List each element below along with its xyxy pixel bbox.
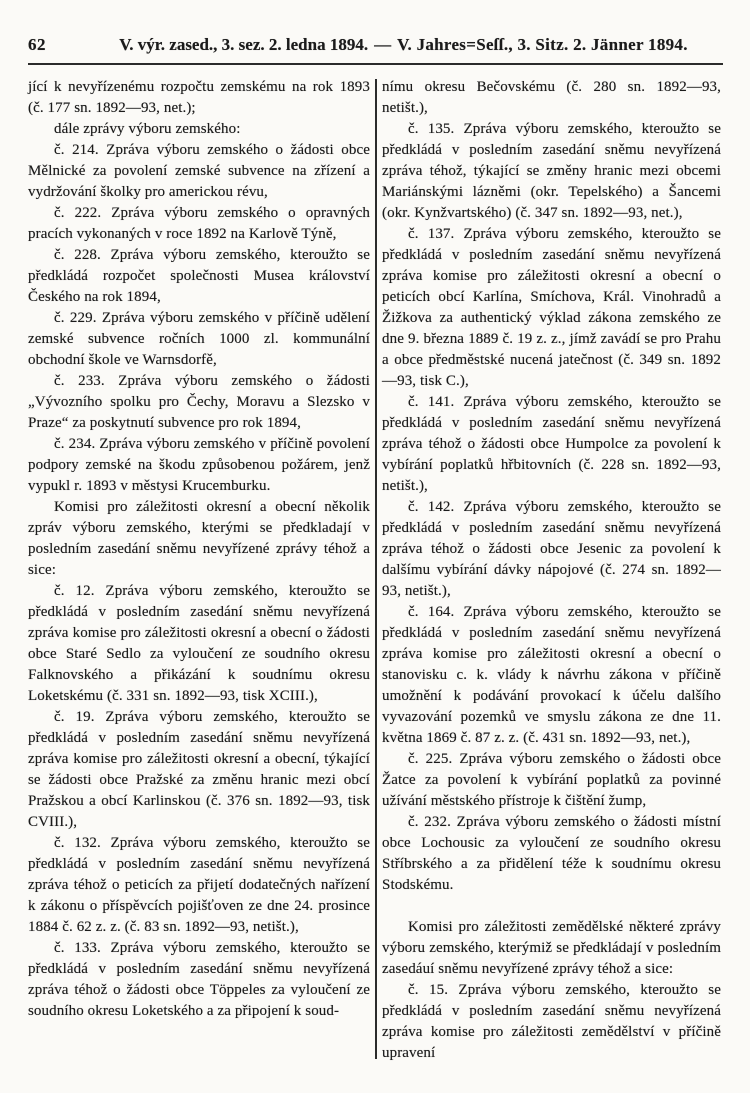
paragraph: č. 135. Zpráva výboru zemského, kteroužto se předkládá v posledním zasedání sněmu nevyřízená zpráva téhož, týkající se změny hranic mezi obcemi Mariánskými lázněmi (okr. Tepelského) a Šancemi (okr. Kynžvartského) (č. 347 sn. 1892—93, net.), <box>382 121 721 221</box>
paragraph: č. 229. Zpráva výboru zemského v příčině udělení zemské subvence ročních 1000 zl. kommunální obchodní škole ve Warnsdorfě, <box>28 310 370 368</box>
paragraph: č. 225. Zpráva výboru zemského o žádosti obce Žatce za povolení k vybírání poplatků za povinné užívání městského přístroje k čištění žump, <box>382 751 721 809</box>
paragraph: č. 228. Zpráva výboru zemského, kteroužto se předkládá rozpočet společnosti Musea království Českého na rok 1894, <box>28 247 370 305</box>
paragraph: č. 15. Zpráva výboru zemského, kteroužto se předkládá v posledním zasedání sněmu nevyřízená zpráva komise pro záležitosti zemědělství v příčině upravení <box>382 982 721 1061</box>
paragraph: č. 164. Zpráva výboru zemského, kteroužto se předkládá v posledním zasedání sněmu nevyřízená zpráva komise pro záležitosti okresní a obecní o stanovisku c. k. vlády k návrhu zákona v příčině umožnění k podávání provokací k účelu dalšího vyvazování pozemků ve smyslu zákona ze dne 11. května 1869 č. 87 z. z. (č. 431 sn. 1892—93, net.), <box>382 604 721 746</box>
paragraph: č. 214. Zpráva výboru zemského o žádosti obce Mělnické za povolení zemské subvence na zřízení a vydržování školky pro americkou révu, <box>28 142 370 200</box>
paragraph: č. 137. Zpráva výboru zemského, kteroužto se předkládá v posledním zasedání sněmu nevyřízená zpráva komise pro záležitosti okresní a obecní o peticích obcí Karlína, Smíchova, Král. Vinohradů a Žižkova za authentický výklad zákona zemského ze dne 9. března 1889 č. 19 z. z., jímž zavádí se pro Prahu a obce předměstské nucená jatečnost (č. 349 sn. 1892—93, tisk C.), <box>382 226 721 389</box>
column-divider <box>375 79 377 1059</box>
paragraph: č. 12. Zpráva výboru zemského, kteroužto se předkládá v posledním zasedání sněmu nevyřízená zpráva komise pro záležitosti okresní a obecní o žádosti obce Staré Sedlo za vyloučení ze soudního okresu Falknovského a přikázání k soudnímu okresu Loketskému (č. 331 sn. 1892—93, tisk XCIII.), <box>28 583 370 704</box>
paragraph: č. 133. Zpráva výboru zemského, kteroužto se předkládá v posledním zasedání sněmu nevyřízená zpráva téhož o žádosti obce Töppeles za vyloučení ze soudního okresu Loketského a za připojení k soud- <box>28 940 370 1019</box>
running-title <box>84 34 723 56</box>
column-right <box>382 77 721 1067</box>
page-header <box>28 34 723 56</box>
running-title-separator: — <box>374 35 392 54</box>
paragraph: dále zprávy výboru zemského: <box>54 121 241 137</box>
paragraph: č. 132. Zpráva výboru zemského, kteroužto se předkládá v posledním zasedání sněmu nevyřízená zpráva téhož o peticích za přijetí dodatečných nařízení k zákonu o příspěvcích pojišťoven ze dne 24. prosince 1884 č. 62 z. z. (č. 83 sn. 1892—93, netišt.), <box>28 835 370 935</box>
paragraph: č. 19. Zpráva výboru zemského, kteroužto se předkládá v posledním zasedání sněmu nevyřízená zpráva komise pro záležitosti okresní a obecní, týkající se žádosti obce Pražské za změnu hranic mezi obcí Pražskou a obcí Karlinskou (č. 376 sn. 1892—93, tisk CVIII.), <box>28 709 370 830</box>
paragraph: č. 222. Zpráva výboru zemského o opravných pracích vykonaných v roce 1892 na Karlově Týně, <box>28 205 370 242</box>
paragraph: Komisi pro záležitosti zemědělské některé zprávy výboru zemského, kterýmiž se předkládají v posledním zasedáuí sněmu nevyřízené zprávy téhož a sice: <box>382 919 721 977</box>
running-title-german: V. Jahres=Seſſ., 3. Sitz. 2. Jänner 1894. <box>397 35 688 54</box>
paragraph: nímu okresu Bečovskému (č. 280 sn. 1892—93, netišt.), <box>382 79 721 116</box>
page-number: 62 <box>28 35 46 54</box>
paragraph: č. 234. Zpráva výboru zemského v příčině povolení podpory zemské na škodu způsobenou požárem, jenž vypukl r. 1893 v městysi Krucemburku. <box>28 436 370 494</box>
paragraph: jící k nevyřízenému rozpočtu zemskému na rok 1893 (č. 177 sn. 1892—93, net.); <box>28 79 370 116</box>
paragraph: č. 141. Zpráva výboru zemského, kteroužto se předkládá v posledním zasedání sněmu nevyřízená zpráva téhož o žádosti obce Humpolce za povolení k vybírání poplatků hřbitovních (č. 228 sn. 1892—93, netišt.), <box>382 394 721 494</box>
paragraph: č. 142. Zpráva výboru zemského, kteroužto se předkládá v posledním zasedání sněmu nevyřízená zpráva téhož o žádosti obce Jesenic za povolení k dalšímu vybírání dávky nápojové (č. 274 sn. 1892—93, netišt.), <box>382 499 721 599</box>
paragraph: Komisi pro záležitosti okresní a obecní několik zpráv výboru zemského, kterými se předkladají v posledním zasedání sněmu nevyřízené zprávy téhož a sice: <box>28 499 370 578</box>
paragraph: č. 233. Zpráva výboru zemského o žádosti „Vývozního spolku pro Čechy, Moravu a Slezsko v Praze“ za poskytnutí subvence pro rok 1894, <box>28 373 370 431</box>
text-columns <box>28 77 723 1067</box>
column-left <box>28 77 370 1067</box>
paragraph: č. 232. Zpráva výboru zemského o žádosti místní obce Lochousic za vyloučení ze soudního okresu Stříbrského a za přidělení téže k soudnímu okresu Stodskému. <box>382 814 721 893</box>
running-title-czech: V. výr. zased., 3. sez. 2. ledna 1894. <box>119 35 369 54</box>
header-rule <box>28 63 723 65</box>
